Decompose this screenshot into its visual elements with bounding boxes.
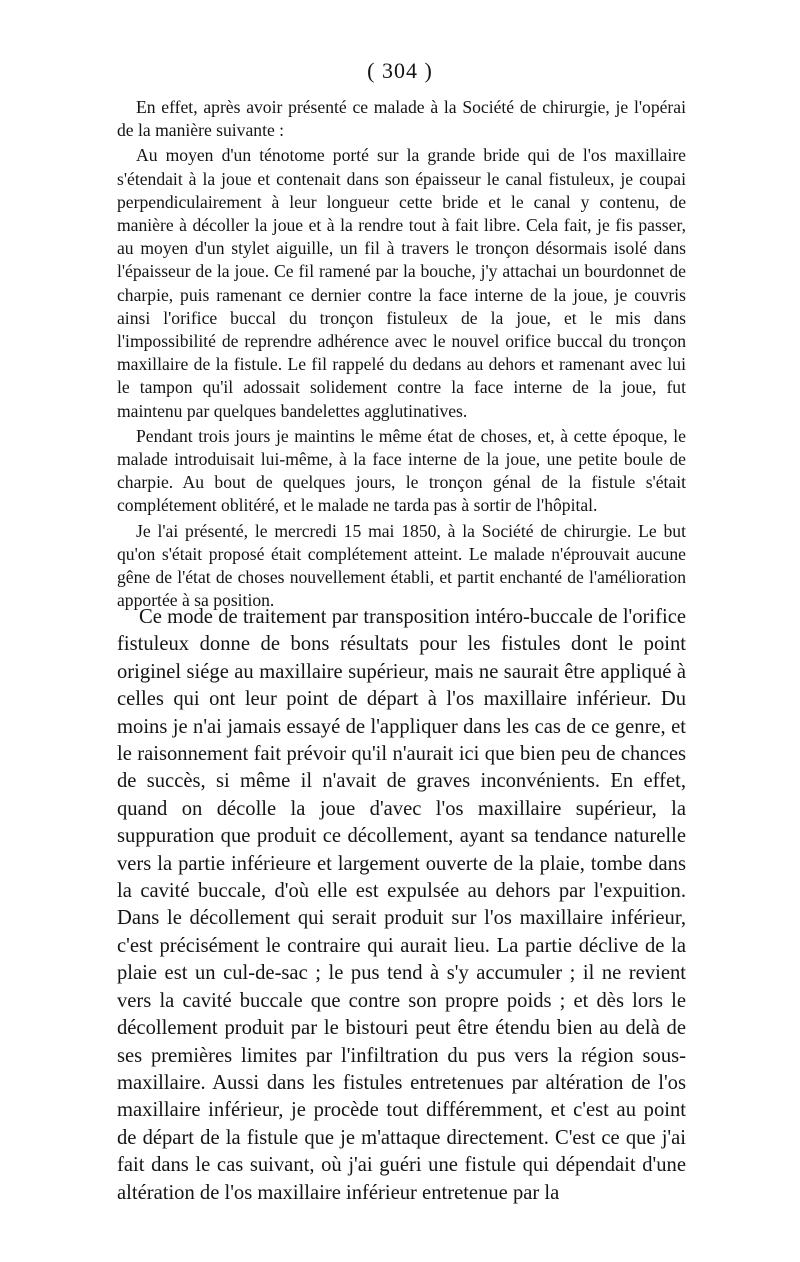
page-number: ( 304 ) <box>367 58 433 83</box>
paragraph-recovery: Pendant trois jours je maintins le même état de choses, et, à cette époque, le malade introduisait lui-même, à la face interne de la joue, une petite boule de charpie. Au bout de quelques jours, le tronçon génal de la fistule s'était complétement oblitéré, et le malade ne tarda pas à sortir de l'hôpital. <box>117 425 686 516</box>
paragraph-discussion: Ce mode de traitement par transposition intéro-buccale de l'orifice fistuleux donne de bons résultats pour les fistules dont le point originel siége au maxillaire supérieur, mais ne saurait être appliqué à celles qui ont leur point de départ à l'os maxillaire inférieur. Du moins je n'ai jamais essayé de l'appliquer dans les cas de ce genre, et le raisonnement fait prévoir qu'il n'aurait ici que bien peu de chances de succès, si même il n'avait de graves inconvénients. En effet, quand on décolle la joue d'avec l'os maxillaire supérieur, la suppuration que produit ce décollement, ayant sa tendance naturelle vers la partie inférieure et largement ouverte de la plaie, tombe dans la cavité buccale, d'où elle est expulsée au dehors par l'expuition. Dans le décollement qui serait produit sur l'os maxillaire inférieur, c'est précisément le contraire qui aurait lieu. La partie déclive de la plaie est un cul-de-sac ; le pus tend à s'y accumuler ; il ne revient vers la cavité buccale que contre son propre poids ; et dès lors le décollement produit par le bistouri peut être étendu bien au delà de ses premières limites par l'infiltration du pus vers la région sous-maxillaire. Aussi dans les fistules entretenues par altération de l'os maxillaire inférieur, je procède tout différemment, et c'est au point de départ de la fistule que je m'attaque directement. C'est ce que j'ai fait dans le cas suivant, où j'ai guéri une fistule qui dépendait d'une altération de l'os maxillaire inférieur entretenue par la <box>117 606 686 1204</box>
paragraph-intro: En effet, après avoir présenté ce malade à la Société de chirurgie, je l'opérai de la manière suivante : <box>117 97 686 141</box>
discussion-text <box>117 604 686 1207</box>
case-report-text <box>117 96 686 614</box>
paragraph-operation: Au moyen d'un ténotome porté sur la grande bride qui de l'os maxillaire s'étendait à la joue et contenait dans son épaisseur le canal fistuleux, je coupai perpendiculairement à leur longueur cette bride et le canal y contenu, de manière à décoller la joue et à la rendre tout à fait libre. Cela fait, je fis passer, au moyen d'un stylet aiguille, un fil à travers le tronçon désormais isolé dans l'épaisseur de la joue. Ce fil ramené par la bouche, j'y attachai un bourdonnet de charpie, puis ramenant ce dernier contre la face interne de la joue, je couvris ainsi l'orifice buccal du tronçon fistuleux de la joue, et le mis dans l'impossibilité de reprendre adhérence avec le nouvel orifice buccal du tronçon maxillaire de la fistule. Le fil rappelé du dedans au dehors et ramenant avec lui le tampon qu'il adossait solidement contre la face interne de la joue, fut maintenu par quelques bandelettes agglutinatives. <box>117 145 686 421</box>
paragraph-presentation: Je l'ai présenté, le mercredi 15 mai 1850, à la Société de chirurgie. Le but qu'on s'était proposé était complétement atteint. Le malade n'éprouvait aucune gêne de l'état de choses nouvellement établi, et partit enchanté de l'amélioration apportée à sa position. <box>117 520 686 611</box>
